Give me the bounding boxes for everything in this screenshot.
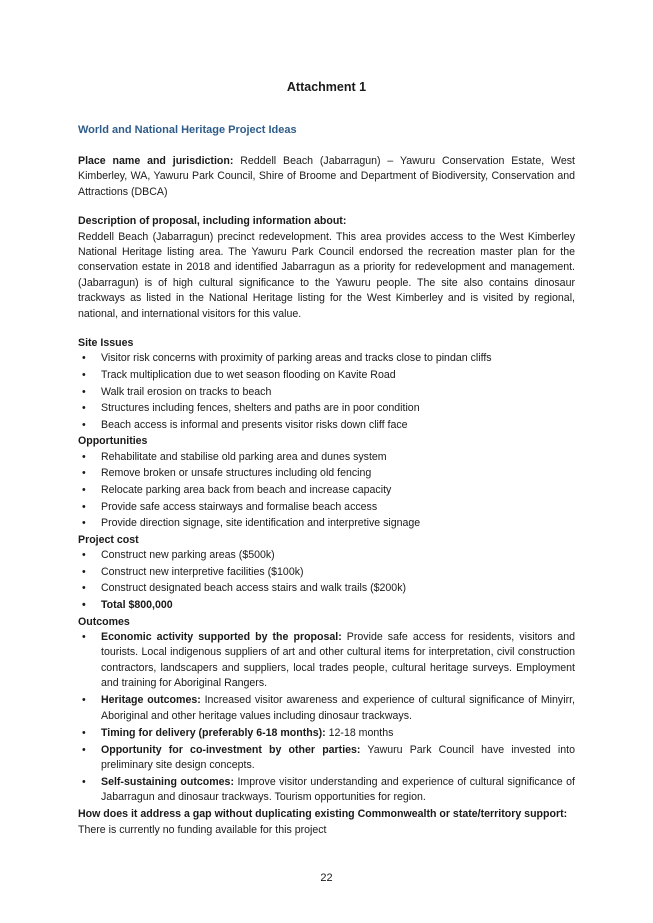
page-number: 22: [320, 872, 333, 884]
list-item: [78, 693, 575, 724]
document-body: [78, 154, 575, 838]
gap-heading: How does it address a gap without duplicating existing Commonwealth or state/territory support:: [78, 808, 568, 821]
list-item: • Walk trail erosion on tracks to beach: [78, 385, 575, 400]
outcomes-list: [78, 630, 575, 806]
list-item: • Remove broken or unsafe structures including old fencing: [78, 466, 575, 481]
place-paragraph: [78, 154, 575, 200]
list-item: [78, 743, 575, 774]
outcome-label: Self-sustaining outcomes:: [101, 776, 234, 789]
opportunities-heading: Opportunities: [78, 435, 148, 448]
outcome-label: Timing for delivery (preferably 6-18 months):: [101, 726, 326, 739]
outcome-text: Yawuru Park Council have invested into preliminary site design concepts.: [101, 743, 575, 772]
project-cost-list: [78, 548, 575, 613]
list-item: [78, 630, 575, 692]
outcome-text: 12-18 months: [325, 726, 394, 739]
list-item: • Beach access is informal and presents visitor risks down cliff face: [78, 418, 575, 433]
list-item: • Construct designated beach access stairs and walk trails ($200k): [78, 581, 575, 596]
description-heading: Description of proposal, including information about:: [78, 215, 347, 228]
outcome-label: Opportunity for co-investment by other parties:: [101, 743, 361, 756]
description-text: Reddell Beach (Jabarragun) precinct redevelopment. This area provides access to the West Kimberley National Heritage listing area. The Yawuru Park Council endorsed the recreation master plan for the conservation estate in 2018 and identified Jabarragun as a priority for redevelopment and management. (Jabarragun) is of high cultural significance to the Yawuru people. The site also contains dinosaur trackways as listed in the National Heritage listing for the West Kimberley and is visited by regional, national, and international visitors for this value.: [78, 230, 575, 320]
list-item: [78, 775, 575, 806]
list-item: • Rehabilitate and stabilise old parking area and dunes system: [78, 450, 575, 465]
list-item: • Construct new interpretive facilities ($100k): [78, 565, 575, 580]
outcome-text: Improve visitor understanding and experience of cultural significance of Jabarragun and dinosaur trackways. Tourism opportunities for region.: [101, 776, 575, 804]
list-item: • Construct new parking areas ($500k): [78, 548, 575, 563]
list-item: • Visitor risk concerns with proximity of parking areas and tracks close to pindan cliffs: [78, 351, 575, 366]
list-item: • Track multiplication due to wet season flooding on Kavite Road: [78, 368, 575, 383]
opportunities-list: [78, 450, 575, 532]
list-item: [78, 726, 575, 741]
outcomes-heading: Outcomes: [78, 615, 130, 628]
outcome-text: Increased visitor awareness and experience of cultural significance of Minyirr, Aboriginal and other heritage values including dinosaur trackways.: [101, 694, 575, 722]
list-item: • Provide safe access stairways and formalise beach access: [78, 500, 575, 515]
place-label: Place name and jurisdiction:: [78, 155, 234, 167]
list-item: • Relocate parking area back from beach and increase capacity: [78, 483, 575, 498]
site-issues-list: [78, 351, 575, 433]
attachment-title: Attachment 1: [286, 80, 367, 94]
outcome-label: Economic activity supported by the proposal:: [101, 631, 342, 643]
gap-text: There is currently no funding available for this project: [78, 823, 327, 836]
outcome-label: Heritage outcomes:: [101, 694, 201, 707]
list-item: • Structures including fences, shelters and paths are in poor condition: [78, 401, 575, 416]
site-issues-heading: Site Issues: [78, 337, 134, 350]
outcome-text: Provide safe access for residents, visitors and tourists. Local indigenous suppliers of art and other cultural items for interpretation, civil construction contractors, landscapers and suppliers, local trades people, cultural heritage surveys. Employment and training for Aboriginal Rangers.: [101, 631, 576, 690]
section-heading: World and National Heritage Project Ideas: [78, 124, 297, 136]
list-item: • Provide direction signage, site identification and interpretive signage: [78, 516, 575, 531]
project-total: • Total $800,000: [78, 598, 575, 613]
project-cost-heading: Project cost: [78, 533, 139, 546]
place-text: Reddell Beach (Jabarragun) – Yawuru Conservation Estate, West Kimberley, WA, Yawuru Park Council, Shire of Broome and Department of Biodiversity, Conservation and Attractions (DBCA): [78, 155, 575, 198]
